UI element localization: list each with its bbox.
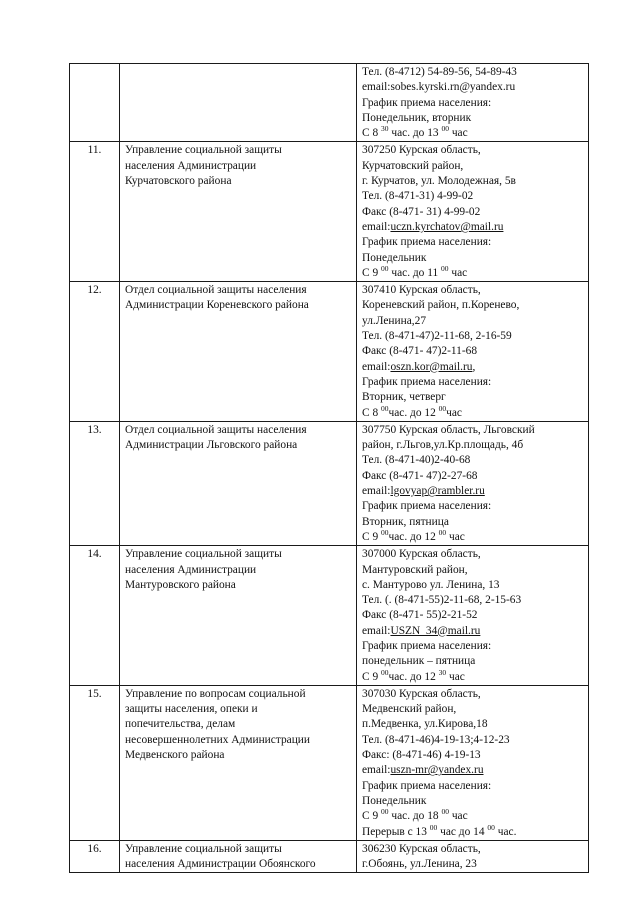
offices-table [69, 63, 589, 873]
contact-line [362, 406, 584, 421]
contact-info-cell [357, 840, 589, 873]
contact-line [362, 235, 584, 250]
row-number: 13. [70, 421, 120, 545]
contact-line [362, 593, 584, 608]
contact-line [362, 205, 584, 220]
contact-text: 307030 Курская область, [362, 687, 481, 700]
contact-text: час. до 13 [388, 127, 442, 140]
contact-line [362, 126, 584, 141]
time-minutes-superscript: 00 [381, 265, 389, 273]
row-number [70, 64, 120, 142]
contact-text: час [448, 810, 468, 823]
organization-name-line: Администрации Кореневского района [125, 299, 309, 312]
organization-name-line: Отдел социальной защиты населения [125, 423, 307, 436]
contact-line [362, 842, 584, 857]
organization-name-line: Отдел социальной защиты населения [125, 284, 307, 297]
contact-text: Тел. (8-471-47)2-11-68, 2-16-59 [362, 330, 512, 343]
row-number: 15. [70, 685, 120, 840]
contact-text: час [448, 266, 468, 279]
row-number: 11. [70, 142, 120, 282]
contact-line [362, 763, 584, 778]
contact-text: С 9 [362, 810, 381, 823]
contact-text: час. до 11 [388, 266, 442, 279]
row-number: 16. [70, 840, 120, 873]
contact-line [362, 283, 584, 298]
row-number: 12. [70, 282, 120, 422]
organization-name-line: защиты населения, опеки и [125, 703, 258, 716]
contact-text: час [446, 670, 465, 683]
contact-line [362, 779, 584, 794]
contact-line [362, 80, 584, 95]
contact-text: email: [362, 624, 391, 637]
contact-text: час до 14 [437, 825, 488, 838]
time-minutes-superscript: 00 [429, 824, 438, 832]
contact-text: час. до 12 [388, 406, 439, 419]
contact-text: ул.Ленина,27 [362, 314, 427, 327]
contact-line [362, 438, 584, 453]
contact-info-cell [357, 421, 589, 545]
contact-text: Курчатовский район, [362, 159, 464, 172]
contact-text: График приема населения: [362, 639, 492, 652]
contact-line [362, 314, 584, 329]
table-row [70, 142, 589, 282]
contact-line [362, 857, 584, 872]
contact-text: п.Медвенка, ул.Кирова,18 [362, 718, 488, 731]
contact-text: График приема населения: [362, 375, 492, 388]
organization-name-cell [120, 64, 357, 142]
contact-text: С 9 [362, 266, 381, 279]
contact-text: понедельник – пятница [362, 655, 476, 668]
organization-name-line: Управление социальной защиты [125, 144, 282, 157]
contact-line [362, 484, 584, 499]
time-minutes-superscript: 30 [438, 669, 447, 677]
contact-line [362, 390, 584, 405]
contact-info-cell [357, 142, 589, 282]
contact-line [362, 530, 584, 545]
organization-name-line: Курчатовского района [125, 175, 232, 188]
time-minutes-superscript: 00 [441, 809, 449, 817]
time-minutes-superscript: 00 [441, 126, 449, 134]
organization-name-line: несовершеннолетних Администрации [125, 733, 310, 746]
contact-text: Понедельник, вторник [362, 111, 472, 124]
time-minutes-superscript: 00 [441, 265, 449, 273]
organization-name-line: Управление социальной защиты [125, 842, 282, 855]
table-row [70, 685, 589, 840]
contact-text: График приема населения: [362, 500, 492, 513]
contact-line [362, 96, 584, 111]
contact-line [362, 578, 584, 593]
contact-text: Тел. (8-471-46)4-19-13;4-12-23 [362, 733, 510, 746]
contact-text: Факс (8-471- 55)2-21-52 [362, 609, 478, 622]
contact-text: Тел. (. (8-471-55)2-11-68, 2-15-63 [362, 594, 522, 607]
organization-name-line: Мантуровского района [125, 578, 236, 591]
contact-text: Вторник, четверг [362, 391, 446, 404]
organization-name-cell [120, 840, 357, 873]
contact-text: Кореневский район, п.Коренево, [362, 299, 520, 312]
contact-line [362, 639, 584, 654]
time-minutes-superscript: 00 [381, 405, 389, 413]
contact-line [362, 189, 584, 204]
time-minutes-superscript: 00 [438, 405, 447, 413]
contact-line [362, 654, 584, 669]
organization-name-line: Медвенского района [125, 749, 225, 762]
contact-text: Факс (8-471- 47)2-11-68 [362, 345, 478, 358]
contact-line [362, 111, 584, 126]
contact-text: час. до 12 [388, 530, 439, 543]
contact-line [362, 702, 584, 717]
contact-line [362, 687, 584, 702]
contact-text: Факс (8-471- 31) 4-99-02 [362, 205, 481, 218]
contact-line [362, 469, 584, 484]
contact-text: email: [362, 220, 391, 233]
contact-info-cell [357, 685, 589, 840]
contact-text: Тел. (8-471-40)2-40-68 [362, 454, 471, 467]
contact-text: г.Обоянь, ул.Ленина, 23 [362, 858, 477, 871]
contact-text: час. до 12 [388, 670, 439, 683]
contact-info-cell [357, 282, 589, 422]
organization-name-line: населения Администрации Обоянского [125, 858, 316, 871]
contact-line [362, 159, 584, 174]
contact-line [362, 344, 584, 359]
contact-text: час [446, 530, 465, 543]
organization-name-line: населения Администрации [125, 159, 257, 172]
contact-line [362, 624, 584, 639]
organization-name-cell [120, 685, 357, 840]
contact-text: 307410 Курская область, [362, 284, 481, 297]
contact-line [362, 266, 584, 281]
contact-line [362, 360, 584, 375]
contact-text: час [448, 127, 468, 140]
contact-text: Тел. (8-471-31) 4-99-02 [362, 190, 474, 203]
contact-text: Мантуровский район, [362, 563, 468, 576]
contact-line [362, 794, 584, 809]
organization-name-line: Администрации Льговского района [125, 439, 298, 452]
contact-line [362, 499, 584, 514]
contact-text: 307000 Курская область, [362, 548, 481, 561]
contact-text: С 8 [362, 127, 381, 140]
contact-line [362, 809, 584, 824]
contact-text: Понедельник [362, 794, 427, 807]
time-minutes-superscript: 00 [381, 529, 389, 537]
contact-line [362, 825, 584, 840]
table-row [70, 546, 589, 686]
contact-text: Тел. (8-4712) 54-89-56, 54-89-43 [362, 66, 517, 78]
contact-text: Понедельник [362, 251, 427, 264]
contact-line [362, 375, 584, 390]
offices-table-body [70, 64, 589, 873]
contact-line [362, 547, 584, 562]
contact-line [362, 423, 584, 438]
contact-text: Факс (8-471- 47)2-27-68 [362, 469, 478, 482]
contact-text: С 9 [362, 670, 381, 683]
time-minutes-superscript: 00 [381, 809, 389, 817]
table-row [70, 840, 589, 873]
organization-name-line: попечительства, делам [125, 718, 236, 731]
table-row [70, 64, 589, 142]
time-minutes-superscript: 00 [487, 824, 495, 832]
organization-name-line: Управление социальной защиты [125, 548, 282, 561]
contact-text: email: [362, 764, 391, 777]
contact-text: Медвенский район, [362, 703, 457, 716]
contact-text: , [472, 360, 476, 373]
contact-text: С 8 [362, 406, 381, 419]
contact-text: г. Курчатов, ул. Молодежная, 5в [362, 175, 516, 188]
email-link[interactable]: uczn.kyrchatov@mail.ru [390, 220, 504, 233]
contact-line [362, 563, 584, 578]
time-minutes-superscript: 00 [381, 669, 389, 677]
row-number: 14. [70, 546, 120, 686]
contact-line [362, 143, 584, 158]
contact-text: График приема населения: [362, 236, 492, 249]
contact-text: email:sobes.kyrski.rn@yandex.ru [362, 81, 516, 94]
email-link[interactable]: lgovyap@rambler.ru [390, 485, 485, 498]
time-minutes-superscript: 30 [381, 126, 389, 134]
contact-line [362, 608, 584, 623]
contact-line [362, 174, 584, 189]
contact-line [362, 298, 584, 313]
contact-line [362, 748, 584, 763]
contact-line [362, 670, 584, 685]
organization-name-line: Управление по вопросам социальной [125, 687, 306, 700]
contact-line [362, 733, 584, 748]
contact-info-cell [357, 546, 589, 686]
organization-name-cell [120, 546, 357, 686]
contact-text: час [446, 406, 462, 419]
contact-line [362, 515, 584, 530]
email-link[interactable]: uszn-mr@yandex.ru [390, 764, 484, 777]
email-link[interactable]: USZN_34@mail.ru [390, 624, 481, 637]
contact-text: Вторник, пятница [362, 515, 449, 528]
time-minutes-superscript: 00 [438, 529, 447, 537]
contact-line [362, 220, 584, 235]
contact-text: 306230 Курская область, [362, 842, 481, 855]
contact-line [362, 251, 584, 266]
contact-text: час. до 18 [388, 810, 442, 823]
organization-name-cell [120, 142, 357, 282]
organization-name-cell [120, 282, 357, 422]
contact-line [362, 329, 584, 344]
contact-text: 307750 Курская область, Льговский [362, 423, 535, 436]
contact-line [362, 717, 584, 732]
contact-line [362, 453, 584, 468]
contact-text: с. Мантурово ул. Ленина, 13 [362, 578, 500, 591]
contact-text: email: [362, 485, 391, 498]
contact-info-cell [357, 64, 589, 142]
contact-text: район, г.Льгов,ул.Кр.площадь, 4б [362, 439, 524, 452]
email-link[interactable]: oszn.kor@mail.ru [390, 360, 473, 373]
contact-text: График приема населения: [362, 96, 492, 109]
contact-text: Факс: (8-471-46) 4-19-13 [362, 749, 481, 762]
table-row [70, 282, 589, 422]
organization-name-cell [120, 421, 357, 545]
contact-line [362, 65, 584, 80]
contact-text: С 9 [362, 530, 381, 543]
contact-text: час. [494, 825, 517, 838]
organization-name-line: населения Администрации [125, 563, 257, 576]
table-row [70, 421, 589, 545]
contact-text: email: [362, 360, 391, 373]
contact-text: 307250 Курская область, [362, 144, 481, 157]
contact-text: Перерыв с 13 [362, 825, 430, 838]
contact-text: График приема населения: [362, 779, 492, 792]
